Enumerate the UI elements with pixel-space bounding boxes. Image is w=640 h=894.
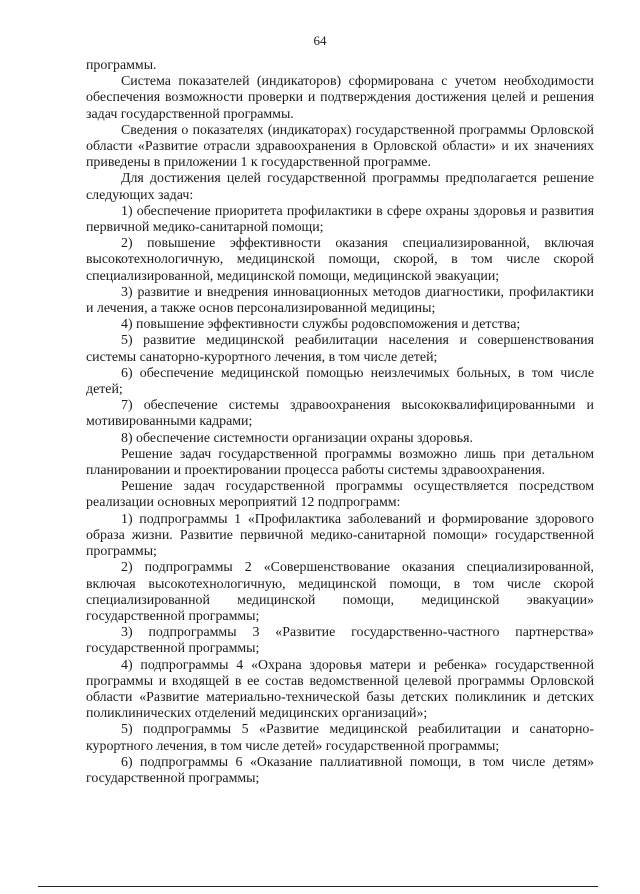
list-item: 1) обеспечение приоритета профилактики в сфере охраны здоровья и развития первичной медико-санитарной помощи; xyxy=(86,203,594,236)
list-item: 2) повышение эффективности оказания специализированной, включая высокотехнологичную, медицинской помощи, скорой, в том числе скорой специализированной, медицинской помощи, медицинской эвакуации; xyxy=(86,236,594,284)
paragraph: Решение задач государственной программы осуществляется посредством реализации основных мероприятий 12 подпрограмм: xyxy=(86,479,594,511)
list-item: 1) подпрограммы 1 «Профилактика заболеваний и формирование здорового образа жизни. Развитие первичной медико-санитарной помощи» государственной программы; xyxy=(86,511,594,560)
paragraph: Решение задач государственной программы возможно лишь при детальном планировании и проектировании процесса работы системы здравоохранения. xyxy=(86,446,594,479)
list-item: 3) развитие и внедрения инновационных методов диагностики, профилактики и лечения, а также основ персонализированной медицины; xyxy=(86,284,594,317)
list-item: 4) подпрограммы 4 «Охрана здоровья матери и ребенка» государственной программы и входящей в ее состав ведомственной целевой программы Орловской области «Развитие материально-технической базы детских поликлиник и детских поликлинических отделений медицинских организаций»; xyxy=(86,657,594,722)
paragraph: Система показателей (индикаторов) сформирована с учетом необходимости обеспечения возможности проверки и подтверждения достижения целей и решения задач государственной программы. xyxy=(86,74,594,122)
list-item: 6) подпрограммы 6 «Оказание паллиативной помощи, в том числе детям» государственной программы; xyxy=(86,754,594,786)
list-item: 6) обеспечение медицинской помощью неизлечимых больных, в том числе детей; xyxy=(86,365,594,398)
paragraph: программы. xyxy=(86,58,157,73)
list-item: 2) подпрограммы 2 «Совершенствование оказания специализированной, включая высокотехнологичную, медицинской помощи, в том числе скорой специализированной медицинской помощи, медицинской эвакуации» государственной программы; xyxy=(86,560,594,624)
list-item: 5) развитие медицинской реабилитации населения и совершенствования системы санаторно-курортного лечения, в том числе детей; xyxy=(86,333,594,365)
list-item: 4) повышение эффективности службы родовспоможения и детства; xyxy=(121,317,521,333)
list-item: 5) подпрограммы 5 «Развитие медицинской реабилитации и санаторно-курортного лечения, в том числе детей» государственной программы; xyxy=(86,722,594,754)
list-item: 7) обеспечение системы здравоохранения высококвалифицированными и мотивированными кадрами; xyxy=(86,398,594,430)
paragraph: Для достижения целей государственной программы предполагается решение следующих задач: xyxy=(86,171,594,203)
list-item: 8) обеспечение системности организации охраны здоровья. xyxy=(121,430,473,446)
paragraph: Сведения о показателях (индикаторах) государственной программы Орловской области «Развитие отрасли здравоохранения в Орловской области» и их значениях приведены в приложении 1 к государственной программе. xyxy=(86,122,594,171)
page-number: 64 xyxy=(313,33,327,48)
page-bottom-divider xyxy=(38,886,598,887)
list-item: 3) подпрограммы 3 «Развитие государственно-частного партнерства» государственной программы; xyxy=(86,625,594,657)
document-body xyxy=(86,58,594,787)
